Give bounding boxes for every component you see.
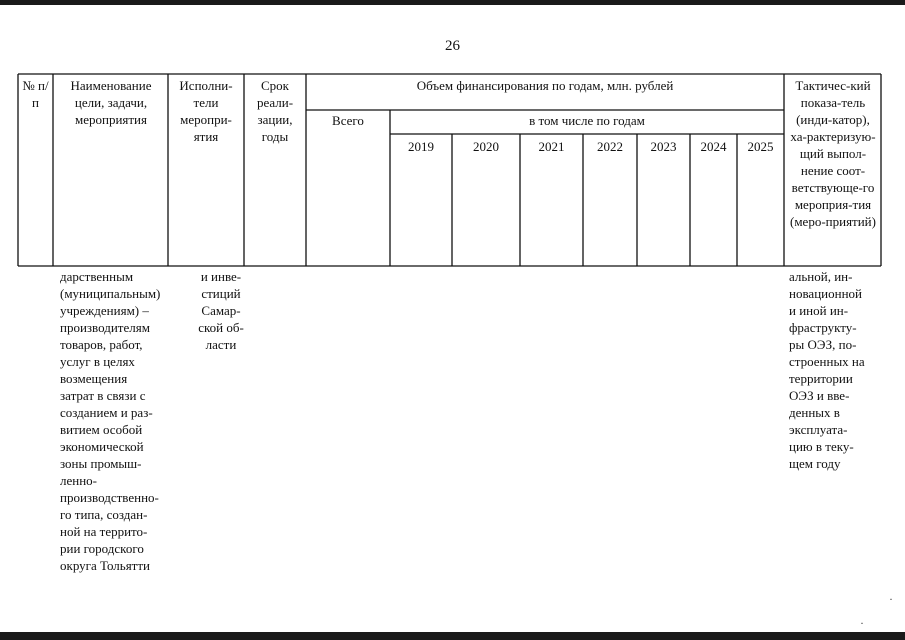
- text-line: возмещения: [60, 371, 128, 386]
- header-col-executors: Исполни-тели меропри-ятия: [179, 78, 233, 144]
- header-col-total: Всего: [332, 113, 364, 128]
- text-line: дарственным: [60, 269, 134, 284]
- header-year-2023: 2023: [650, 139, 677, 154]
- text-line: ры ОЭЗ, по-: [789, 337, 857, 352]
- scan-border-top: [0, 0, 905, 5]
- text-line: производителям: [60, 320, 150, 335]
- header-year-2020: 2020: [473, 139, 499, 154]
- text-line: эксплуата-: [789, 422, 848, 437]
- text-line: созданием и раз-: [60, 405, 153, 420]
- header-year-2025: 2025: [747, 139, 774, 154]
- header-year-2022: 2022: [597, 139, 623, 154]
- scan-speck: ·: [860, 616, 864, 630]
- text-line: новационной: [789, 286, 862, 301]
- text-line: денных в: [789, 405, 840, 420]
- text-line: стиций: [201, 286, 241, 301]
- text-line: ленно-: [60, 473, 98, 488]
- text-line: ской об-: [198, 320, 244, 335]
- header-col-by-years: в том числе по годам: [529, 113, 645, 128]
- text-line: зоны промыш-: [60, 456, 142, 471]
- header-year-2019: 2019: [408, 139, 434, 154]
- body-measure-name: [60, 268, 180, 574]
- text-line: рии городского: [60, 541, 144, 556]
- page-number: 26: [445, 38, 460, 54]
- header-col-term: Срок реали-зации, годы: [256, 78, 294, 144]
- text-line: ласти: [205, 337, 237, 352]
- text-line: ОЭЗ и вве-: [789, 388, 850, 403]
- text-line: витием особой: [60, 422, 143, 437]
- text-line: цию в теку-: [789, 439, 854, 454]
- text-line: учреждениям) –: [60, 303, 149, 318]
- header-col-indicator: Тактичес-кий показа-тель (инди-катор), ха-рактеризую-щий выпол-нение соот-ветствующе-го мероприя-тия (меро-приятий): [790, 78, 876, 229]
- header-col-name: Наименование цели, задачи, мероприятия: [70, 78, 152, 127]
- text-line: территории: [789, 371, 853, 386]
- body-indicator: [789, 268, 878, 472]
- scan-speck: ·: [889, 592, 893, 606]
- text-line: производственно-: [60, 490, 159, 505]
- header-year-2021: 2021: [538, 139, 565, 154]
- text-line: и иной ин-: [789, 303, 849, 318]
- text-line: строенных на: [789, 354, 865, 369]
- text-line: ной на террито-: [60, 524, 148, 539]
- scan-border-bottom: [0, 632, 905, 640]
- text-line: Самар-: [201, 303, 241, 318]
- text-line: фраструкту-: [789, 320, 857, 335]
- header-col-financing: Объем финансирования по годам, млн. рублей: [416, 78, 674, 93]
- text-line: щем году: [789, 456, 841, 471]
- text-line: округа Тольятти: [60, 558, 151, 573]
- text-line: услуг в целях: [60, 354, 135, 369]
- text-line: экономической: [60, 439, 144, 454]
- text-line: альной, ин-: [789, 269, 853, 284]
- text-line: го типа, создан-: [60, 507, 148, 522]
- text-line: и инве-: [200, 269, 242, 284]
- body-executors: [180, 268, 262, 353]
- text-line: товаров, работ,: [60, 337, 143, 352]
- header-year-2024: 2024: [700, 139, 727, 154]
- text-line: затрат в связи с: [60, 388, 146, 403]
- header-col-number: № п/п: [22, 78, 49, 110]
- text-line: (муниципальным): [60, 286, 161, 301]
